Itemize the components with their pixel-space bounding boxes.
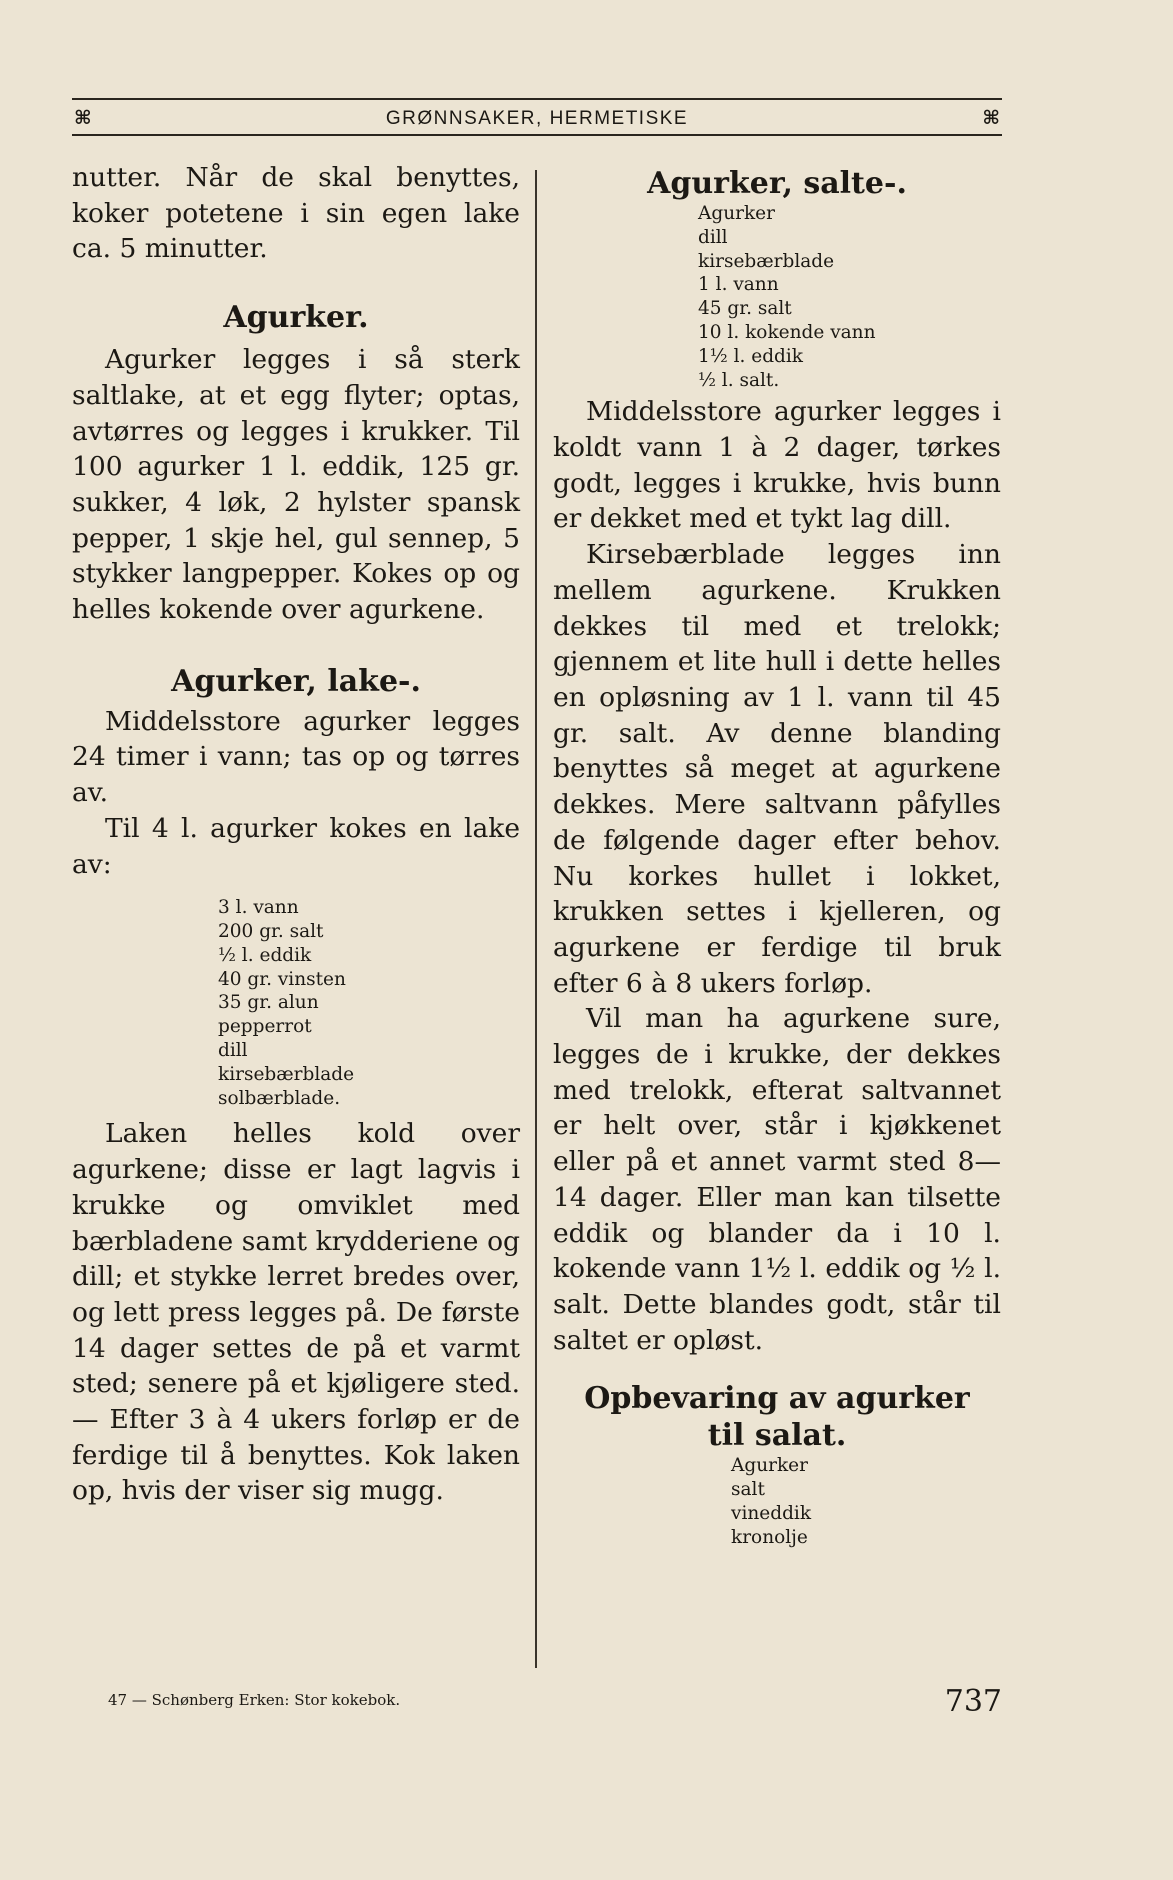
running-header [72,98,1002,136]
ingredient-item: 45 gr. salt [698,298,792,320]
ingredient-item: ½ l. salt. [698,369,780,391]
section-title-opbevaring: Opbevaring av agurker til salat. [584,1381,970,1454]
section-title-agurker: Agurker. [223,300,369,336]
ingredient-list-salat [731,1454,1001,1549]
ingredient-item: dill [218,1040,248,1062]
ingredient-item: kirsebærblade [698,250,835,272]
ingredient-list-lake [218,896,520,1110]
header-ornament-left-icon: ⌘ [74,107,92,129]
ingredient-item: kirsebærblade [218,1063,355,1085]
ingredient-item: 1 l. vann [698,274,779,296]
footer-signature: 47 — Schønberg Erken: Stor kokebok. [108,1691,401,1709]
ingredient-item: salt [731,1479,765,1501]
section-text-salte-2: Kirsebærblade legges inn mellem agurkene. Krukken dekkes til med et trelokk; gjennem et lite hull i dette helles en opløsning av 1 l. vann til 45 gr. salt. Av denne blanding benyttes så meget at agurkene dekkes. Mere saltvann påfylles de følgende dager efter behov. Nu korkes hullet i lokket, krukken settes i kjelleren, og agurkene er ferdige til bruk efter 6 à 8 ukers forløp. [553,539,1001,999]
section-text-salte-1: Middelsstore agurker legges i koldt vann 1 à 2 dager, tørkes godt, legges i krukke, hvis bunn er dekket med et tykt lag dill. [553,396,1001,535]
ingredient-item: pepperrot [218,1016,312,1038]
section-text-lake-2: Til 4 l. agurker kokes en lake av: [72,812,520,880]
ingredient-item: 1½ l. eddik [698,345,804,367]
ingredient-item: Agurker [731,1455,808,1477]
ingredient-item: 10 l. kokende vann [698,321,876,343]
section-text-agurker: Agurker legges i så sterk saltlake, at et egg flyter; optas, avtørres og legges i krukker. Til 100 agurker 1 l. eddik, 125 gr. sukker, 4 løk, 2 hylster spansk pepper, 1 skje hel, gul sennep, 5 stykker langpepper. Kokes op og helles kokende over agurkene. [72,344,520,626]
section-title-agurker-salte: Agurker, salte-. [647,166,907,201]
ingredient-item: 35 gr. alun [218,992,319,1014]
ingredient-item: 200 gr. salt [218,921,324,943]
ingredient-list-salte [698,202,1001,392]
section-title-agurker-lake: Agurker, lake-. [171,663,421,699]
ingredient-item: vineddik [731,1502,812,1524]
intro-paragraph: nutter. Når de skal benyttes, koker potetene i sin egen lake ca. 5 minutter. [72,162,520,265]
left-column [72,160,520,1509]
section-text-lake-3: Laken helles kold over agurkene; disse er lagt lagvis i krukke og omviklet med bærbladene samt krydderiene og dill; et stykke lerret bredes over, og lett press legges på. De første 14 dager settes de på et varmt sted; senere på et kjøligere sted. — Efter 3 à 4 ukers forløp er de ferdige til å benyttes. Kok laken op, hvis der viser sig mugg. [72,1118,520,1507]
section-text-lake-1: Middelsstore agurker legges 24 timer i vann; tas op og tørres av. [72,705,520,809]
page-number: 737 [944,1684,1002,1719]
column-divider [535,170,537,1668]
header-title: GRØNNSAKER, HERMETISKE [385,108,689,129]
right-column [553,160,1001,1550]
header-ornament-right-icon: ⌘ [982,107,1000,129]
section-text-salte-3: Vil man ha agurkene sure, legges de i krukke, der dekkes med trelokk, efterat saltvannet er helt over, står i kjøkkenet eller på et annet varmt sted 8—14 dager. Eller man kan tilsette eddik og blander da i 10 l. kokende vann 1½ l. eddik og ½ l. salt. Dette blandes godt, står til saltet er opløst. [553,1003,1001,1356]
ingredient-item: 3 l. vann [218,897,299,919]
ingredient-item: Agurker [698,203,775,224]
ingredient-item: solbærblade. [218,1087,341,1109]
ingredient-item: kronolje [731,1526,808,1548]
ingredient-item: 40 gr. vinsten [218,968,346,990]
ingredient-item: ½ l. eddik [218,944,312,966]
ingredient-item: dill [698,226,728,248]
